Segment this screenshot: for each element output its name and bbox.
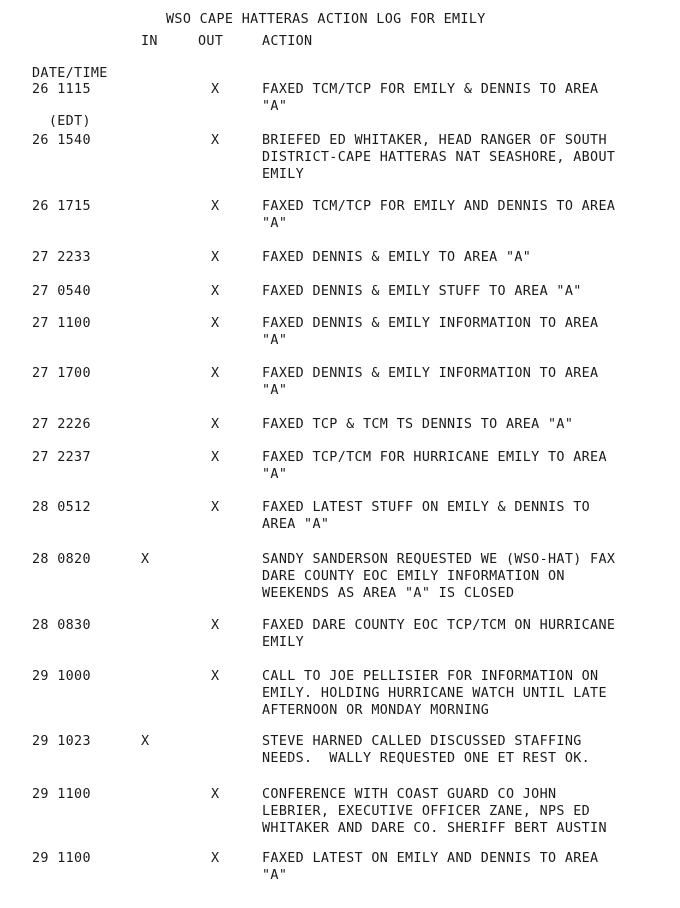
entry-action: FAXED TCM/TCP FOR EMILY AND DENNIS TO AREA "A" — [262, 199, 616, 231]
entry-datetime: 29 1023 — [32, 734, 91, 749]
entry-datetime: 29 1100 — [32, 787, 91, 802]
entry-action: FAXED LATEST ON EMILY AND DENNIS TO AREA "A" — [262, 851, 599, 883]
entry-out-mark: X — [211, 284, 220, 299]
entry-action: FAXED DENNIS & EMILY INFORMATION TO AREA "A" — [262, 366, 599, 398]
entry-out-mark: X — [211, 133, 220, 148]
entry-action: STEVE HARNED CALLED DISCUSSED STAFFING NEEDS. WALLY REQUESTED ONE ET REST OK. — [262, 734, 591, 766]
entry-datetime: 27 2233 — [32, 250, 91, 265]
entry-datetime: 29 1100 — [32, 851, 91, 866]
entry-out-mark: X — [211, 250, 220, 265]
entry-out-mark: X — [211, 199, 220, 214]
entry-action: FAXED DENNIS & EMILY TO AREA "A" — [262, 250, 532, 265]
entry-in-mark: X — [141, 552, 150, 567]
entry-datetime: 26 1115 — [32, 82, 91, 97]
column-header-out: OUT — [198, 34, 224, 49]
entry-datetime: 27 1700 — [32, 366, 91, 381]
entry-action: FAXED TCP & TCM TS DENNIS TO AREA "A" — [262, 417, 574, 432]
entry-action: FAXED TCM/TCP FOR EMILY & DENNIS TO AREA "A" — [262, 82, 599, 114]
entry-datetime: 27 0540 — [32, 284, 91, 299]
entry-action: FAXED LATEST STUFF ON EMILY & DENNIS TO AREA "A" — [262, 500, 591, 532]
entry-action: FAXED DENNIS & EMILY STUFF TO AREA "A" — [262, 284, 582, 299]
entry-datetime: 27 2226 — [32, 417, 91, 432]
entry-datetime: 28 0820 — [32, 552, 91, 567]
entry-action: CALL TO JOE PELLISIER FOR INFORMATION ON EMILY. HOLDING HURRICANE WATCH UNTIL LATE AFTERNOON OR MONDAY MORNING — [262, 669, 607, 718]
entry-action: CONFERENCE WITH COAST GUARD CO JOHN LEBRIER, EXECUTIVE OFFICER ZANE, NPS ED WHITAKER AND DARE CO. SHERIFF BERT AUSTIN — [262, 787, 607, 836]
entry-datetime: 27 1100 — [32, 316, 91, 331]
entry-datetime: 27 2237 — [32, 450, 91, 465]
entry-out-mark: X — [211, 316, 220, 331]
entry-out-mark: X — [211, 450, 220, 465]
entry-out-mark: X — [211, 500, 220, 515]
entry-action: FAXED TCP/TCM FOR HURRICANE EMILY TO AREA "A" — [262, 450, 607, 482]
entry-datetime: 26 1715 — [32, 199, 91, 214]
column-header-date-line1: DATE/TIME — [32, 66, 108, 81]
entry-datetime: 29 1000 — [32, 669, 91, 684]
entry-action: BRIEFED ED WHITAKER, HEAD RANGER OF SOUTH DISTRICT-CAPE HATTERAS NAT SEASHORE, ABOUT EMILY — [262, 133, 616, 182]
entry-out-mark: X — [211, 851, 220, 866]
entry-action: FAXED DENNIS & EMILY INFORMATION TO AREA "A" — [262, 316, 599, 348]
entry-out-mark: X — [211, 417, 220, 432]
entry-datetime: 28 0512 — [32, 500, 91, 515]
entry-out-mark: X — [211, 82, 220, 97]
entry-action: SANDY SANDERSON REQUESTED WE (WSO-HAT) FAX DARE COUNTY EOC EMILY INFORMATION ON WEEKENDS AS AREA "A" IS CLOSED — [262, 552, 616, 601]
entry-out-mark: X — [211, 618, 220, 633]
column-header-in: IN — [141, 34, 158, 49]
entry-in-mark: X — [141, 734, 150, 749]
column-header-action: ACTION — [262, 34, 313, 49]
entry-datetime: 26 1540 — [32, 133, 91, 148]
page-title: WSO CAPE HATTERAS ACTION LOG FOR EMILY — [166, 12, 486, 27]
entry-datetime: 28 0830 — [32, 618, 91, 633]
entry-action: FAXED DARE COUNTY EOC TCP/TCM ON HURRICANE EMILY — [262, 618, 616, 650]
entry-out-mark: X — [211, 669, 220, 684]
column-header-date-line2: (EDT) — [48, 114, 91, 129]
entry-out-mark: X — [211, 787, 220, 802]
entry-out-mark: X — [211, 366, 220, 381]
